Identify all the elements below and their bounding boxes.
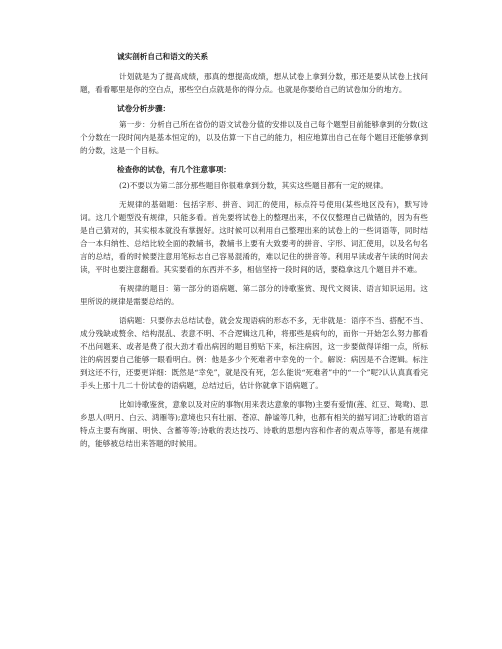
basics-paragraph: 无规律的基础题：包括字形、拼音、词汇的使用，标点符号使用(某些地区没有)，默写诗词。这几个题型没有规律，只能多看。首先要将试卷上的整理出来，不仅仅整理自己做错的，因为有些是自己猜对的，其实根本就没有掌握好。这时候可以利用自己整理出来的试卷上的一些词语等，同时结合一本归纳性、总结比较全面的教辅书，教辅书上要有大致要考的拼音、字形、词汇使用，以及名句名言的总结，看的时候要注意用笔标志自己容易混淆的，难以记住的拼音等。利用早读或者午读的时间去读，平时也要注意翻看。其实要看的东西并不多，相信坚持一段时间的话，要稳拿这几个题目并不难。	[80, 200, 428, 274]
step-one-paragraph: 第一步：分析自己所在省份的语文试卷分值的安排以及自己每个题型目前能够拿到的分数(这个分数在一段时间内是基本恒定的)，以及估算一下自己的能力，相应地算出自己在每个题目还能够拿到的分数，这是一个目标。	[80, 120, 428, 155]
page-title: 诚实剖析自己和语文的关系	[117, 52, 209, 61]
note-two-paragraph: (2)不要以为第二部分那些题目你很难拿到分数，其实这些题目都有一定的规律。	[119, 181, 388, 190]
grammar-paragraph: 语病题：只要你去总结试卷，就会发现语病的形态不多，无非就是：语序不当、搭配不当、成分残缺或赘余、结构混乱、表意不明、不合逻辑这几种，将那些是病句的，而你一开始怎么努力都看不出问题来、或者是费了很大劲才看出病因的题目剪贴下来，标注病因，这一步要做得详细一点，所标注的病因要自己能够一眼看明白。例：他是多少个死难者中幸免的一个。解说：病因是不合逻辑。标注到这还不行，还要更详细：既然是“幸免”，就是没有死，怎么能说“死难者”中的“一个”呢?认认真真看完手头上那十几二十份试卷的语病题，总结过后，估计你就拿下语病题了。	[80, 316, 428, 390]
section-heading-checklist: 检查你的试卷，有几个注意事项：	[117, 165, 231, 174]
patterns-paragraph: 有规律的题目：第一部分的语病题、第二部分的诗歌鉴赏、现代文阅读、语言知识运用。这里所说的规律是需要总结的。	[80, 284, 428, 306]
intro-paragraph: 计划就是为了提高成绩，那真的想提高成绩，想从试卷上拿到分数，那还是要从试卷上找问题，看看哪里是你的空白点，那些空白点就是你的得分点。也就是你要给自己的试卷加分的地方。	[80, 72, 428, 94]
document-page	[80, 50, 428, 456]
section-heading-analysis-steps: 试卷分析步骤：	[117, 104, 171, 113]
poetry-paragraph: 比如诗歌鉴赏，意象以及对应的事物(用来表达意象的事物)主要有爱情(莲、红豆、鸳鸯)、思乡思人(明月、白云、鸿雁等);意境也只有壮丽、苍凉、静谧等几种，也都有相关的描写词汇;诗歌的语言特点主要有绚丽、明快、含蓄等等;诗歌的表达技巧、诗歌的思想内容和作者的观点等等，都是有规律的，能够被总结出来答题的时候用。	[80, 400, 428, 448]
